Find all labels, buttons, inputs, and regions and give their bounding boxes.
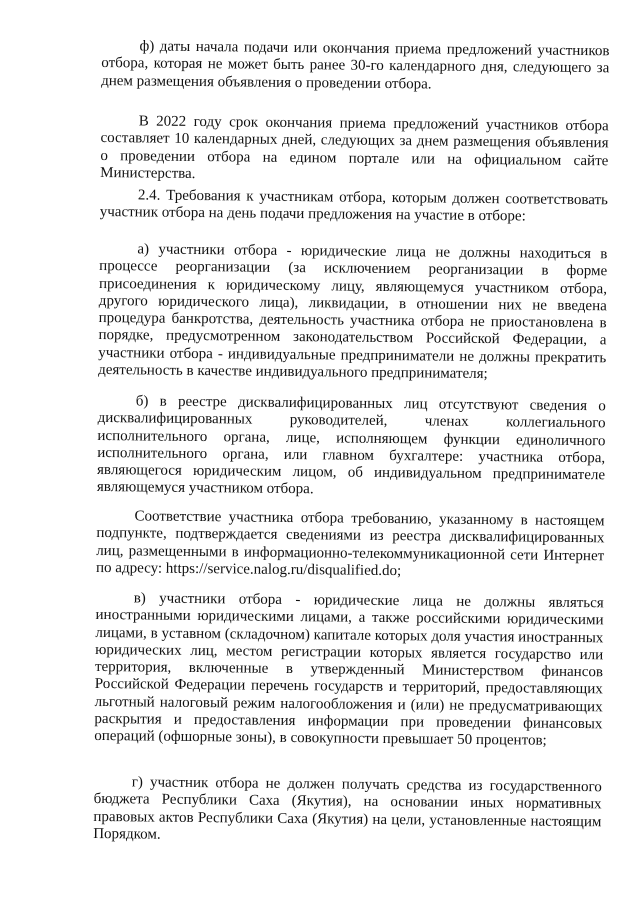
paragraph-section-2-4-heading: 2.4. Требования к участникам отбора, которым должен соответствовать участник отбора на день подачи предложения на участие в отборе: xyxy=(99,187,609,225)
paragraph-f-submission-dates: ф) даты начала подачи или окончания приема предложений участников отбора, которая не может быть ранее 30-го календарного дня, следующего за днем размещения объявления о проведении отбора. xyxy=(101,38,610,93)
document-page xyxy=(93,0,610,843)
paragraph-g-budget-funds: г) участник отбора не должен получать средства из государственного бюджета Республики Саха (Якутия), на основании иных нормативных правовых актов Республики Саха (Якутия) на цели, установленные настоящим Порядком. xyxy=(93,774,602,843)
paragraph-compliance-registry-link: Соответствие участника отбора требованию, указанному в настоящем подпункте, подтверждается сведениями из реестра дисквалифицированных лиц, размещенными в информационно-телекоммуникационной сети Интернет по адресу: https://service.nalog.ru/disqualified.do; xyxy=(95,508,605,580)
paragraph-2022-deadline: В 2022 году срок окончания приема предложений участников отбора составляет 10 календарных дней, следующих за днем размещения объявления о проведении отбора на едином портале или на официальном сайте Министерства. xyxy=(100,113,609,182)
paragraph-b-disqualified-registry: б) в реестре дисквалифицированных лиц отсутствуют сведения о дисквалифицированных руководителей, членах коллегиального исполнительного органа, лице, исполняющем функции единоличного исполнительного органа, или главном бухгалтере: участника отбора, являющегося юридическим лицом, об индивидуальном предпринимателе являющемуся участником отбора. xyxy=(96,393,606,498)
paragraph-a-reorganization: а) участники отбора - юридические лица не должны находиться в процессе реорганизации (за исключением реорганизации в форме присоединения к юридическому лицу, являющемуся участником отбора, другого юридического лица), ликвидации, в отношении них не введена процедура банкротства, деятельность участника отбора не приостановлена в порядке, предусмотренном законодательством Российской Федерации, а участники отбора - индивидуальные предприниматели не должны прекратить деятельность в качестве индивидуального предпринимателя; xyxy=(98,241,608,383)
paragraph-v-foreign-entities: в) участники отбора - юридические лица не должны являться иностранными юридическими лицами, а также российскими юридическими лицами, в уставном (складочном) капитале которых доля участия иностранных юридических лиц, местом регистрации которых является государство или территория, включенные в утвержденный Министерством финансов Российской Федерации перечень государств и территорий, предоставляющих льготный налоговый режим налогообложения и (или) не предусматривающих раскрытия и предоставления информации при проведении финансовых операций (офшорные зоны), в совокупности превышает 50 процентов; xyxy=(94,590,604,750)
